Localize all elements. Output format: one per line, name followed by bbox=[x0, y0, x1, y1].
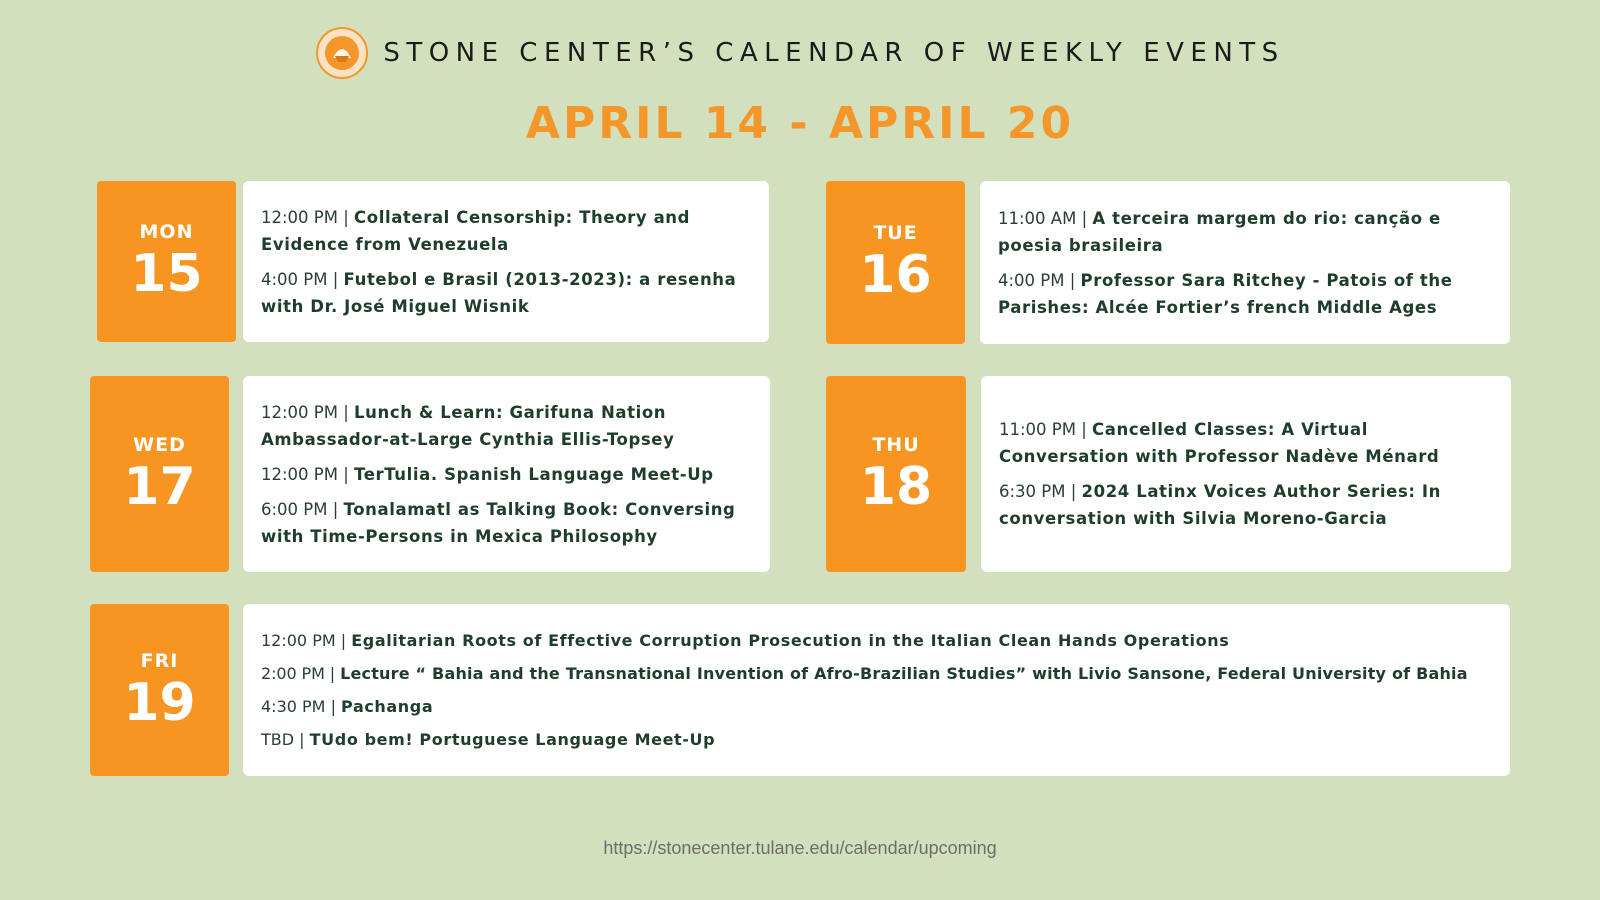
event-separator: | bbox=[299, 730, 305, 749]
event-separator: | bbox=[1070, 482, 1077, 501]
event-item bbox=[998, 205, 1490, 259]
day-name: TUE bbox=[873, 222, 918, 245]
event-item bbox=[261, 660, 1500, 687]
date-range: APRIL 14 - APRIL 20 bbox=[525, 98, 1075, 149]
day-box-tue bbox=[826, 181, 965, 344]
event-item bbox=[998, 267, 1490, 321]
day-box-wed bbox=[90, 376, 229, 572]
event-separator: | bbox=[343, 207, 349, 227]
event-time: TBD bbox=[261, 730, 295, 749]
event-title: Egalitarian Roots of Effective Corruption Prosecution in the Italian Clean Hands Operations bbox=[351, 631, 1230, 650]
event-separator: | bbox=[332, 499, 339, 519]
events-card-fri bbox=[243, 604, 1510, 776]
event-title: Lunch & Learn: Garifuna Nation Ambassador-at-Large Cynthia Ellis-Topsey bbox=[261, 402, 675, 449]
event-separator: | bbox=[1069, 270, 1076, 290]
event-item bbox=[261, 693, 1500, 720]
event-item bbox=[261, 266, 749, 320]
event-time: 6:00 PM bbox=[261, 499, 328, 519]
event-title: Cancelled Classes: A Virtual Conversation with Professor Nadève Ménard bbox=[999, 420, 1440, 466]
event-separator: | bbox=[340, 631, 347, 650]
event-time: 12:00 PM bbox=[261, 631, 336, 650]
event-item bbox=[261, 204, 749, 258]
event-separator: | bbox=[330, 697, 336, 716]
day-box-fri bbox=[90, 604, 229, 776]
event-item bbox=[261, 461, 750, 488]
event-item bbox=[999, 416, 1491, 470]
event-item bbox=[261, 726, 1500, 753]
day-number: 19 bbox=[123, 672, 196, 733]
event-title: Collateral Censorship: Theory and Evidence from Venezuela bbox=[261, 207, 691, 254]
event-item bbox=[261, 496, 750, 550]
event-title: Professor Sara Ritchey - Patois of the Parishes: Alcée Fortier’s french Middle Ages bbox=[998, 270, 1453, 317]
event-time: 4:30 PM bbox=[261, 697, 326, 716]
event-time: 11:00 PM bbox=[999, 420, 1076, 439]
event-title: Tonalamatl as Talking Book: Conversing with Time-Persons in Mexica Philosophy bbox=[261, 499, 736, 546]
event-separator: | bbox=[1081, 420, 1087, 439]
event-title: 2024 Latinx Voices Author Series: In conversation with Silvia Moreno-Garcia bbox=[999, 482, 1442, 528]
event-time: 12:00 PM bbox=[261, 207, 338, 227]
event-item bbox=[999, 478, 1491, 532]
event-time: 2:00 PM bbox=[261, 664, 325, 683]
event-separator: | bbox=[1081, 208, 1088, 228]
day-name: WED bbox=[133, 433, 186, 456]
event-title: TerTulia. Spanish Language Meet-Up bbox=[354, 464, 714, 484]
stone-center-seal-icon bbox=[315, 26, 369, 80]
event-time: 6:30 PM bbox=[999, 482, 1066, 501]
page-title: STONE CENTER’S CALENDAR OF WEEKLY EVENTS bbox=[383, 38, 1285, 68]
events-card-thu bbox=[981, 376, 1511, 572]
day-name: FRI bbox=[140, 649, 179, 672]
event-separator: | bbox=[329, 664, 336, 683]
event-item bbox=[261, 399, 750, 453]
event-time: 11:00 AM bbox=[998, 208, 1077, 228]
header bbox=[0, 26, 1600, 149]
event-separator: | bbox=[343, 402, 349, 422]
event-separator: | bbox=[343, 464, 349, 484]
event-title: A terceira margem do rio: canção e poesia brasileira bbox=[998, 208, 1441, 255]
events-card-mon bbox=[243, 181, 769, 342]
day-name: THU bbox=[872, 433, 920, 456]
event-time: 4:00 PM bbox=[998, 270, 1065, 290]
events-card-tue bbox=[980, 181, 1510, 344]
event-title: Lecture “ Bahia and the Transnational Invention of Afro-Brazilian Studies” with Livio Sansone, Federal University of Bahia bbox=[340, 664, 1468, 683]
day-box-thu bbox=[826, 376, 966, 572]
event-title: Pachanga bbox=[341, 697, 434, 716]
event-item bbox=[261, 627, 1500, 654]
day-number: 18 bbox=[859, 456, 933, 517]
event-time: 4:00 PM bbox=[261, 269, 328, 289]
title-row bbox=[0, 26, 1600, 80]
event-title: Futebol e Brasil (2013-2023): a resenha with Dr. José Miguel Wisnik bbox=[261, 269, 737, 316]
event-time: 12:00 PM bbox=[261, 402, 338, 422]
event-time: 12:00 PM bbox=[261, 464, 338, 484]
day-number: 15 bbox=[130, 244, 203, 305]
footer-url[interactable]: https://stonecenter.tulane.edu/calendar/upcoming bbox=[603, 838, 997, 858]
day-box-mon bbox=[97, 181, 236, 342]
event-title: TUdo bem! Portuguese Language Meet-Up bbox=[309, 730, 716, 749]
day-name: MON bbox=[139, 221, 194, 244]
events-card-wed bbox=[243, 376, 770, 572]
day-number: 16 bbox=[859, 245, 932, 306]
event-separator: | bbox=[332, 269, 339, 289]
day-number: 17 bbox=[123, 456, 196, 517]
